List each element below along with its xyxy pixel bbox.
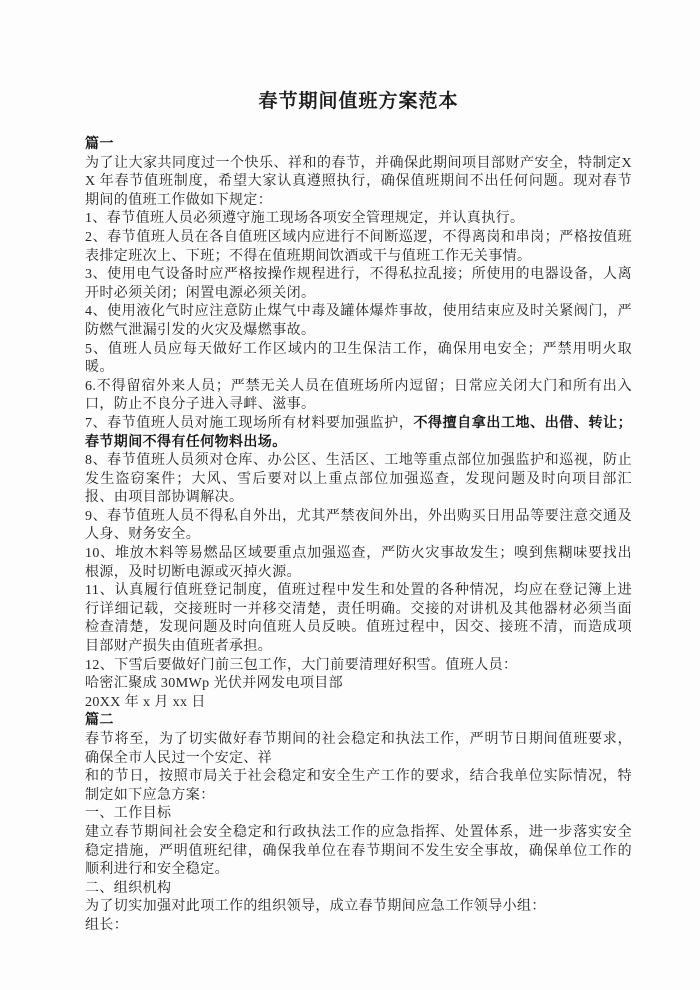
paragraph bbox=[85, 155, 632, 211]
text-run: 8、春节值班人员须对仓库、办公区、生活区、工地等重点部位加强监护和巡视，防止发生盗窃案件；大风、雪后要对以上重点部位加强巡查，发现问题及时向项目部汇报、由项目部协调解决。 bbox=[85, 453, 632, 506]
paragraph bbox=[85, 917, 632, 936]
text-run: 二、组织机构 bbox=[85, 880, 172, 896]
text-run: 7、春节值班人员对施工现场所有材料要加强监护， bbox=[85, 415, 414, 431]
text-run: 1、春节值班人员必须遵守施工现场各项安全管理规定，并认真执行。 bbox=[85, 211, 525, 227]
paragraph bbox=[85, 341, 632, 378]
paragraph bbox=[85, 657, 632, 676]
paragraph bbox=[85, 415, 632, 452]
paragraph bbox=[85, 545, 632, 582]
text-run: 5、值班人员应每天做好工作区域内的卫生保洁工作，确保用电安全；严禁用明火取暖。 bbox=[85, 341, 632, 376]
paragraph bbox=[85, 880, 632, 899]
paragraph bbox=[85, 136, 632, 155]
text-run: 组长： bbox=[85, 917, 129, 933]
paragraph bbox=[85, 266, 632, 303]
document-title: 春节期间值班方案范本 bbox=[258, 91, 459, 112]
paragraph bbox=[85, 303, 632, 340]
paragraph bbox=[85, 712, 632, 731]
text-run: 3、使用电气设备时应严格按操作规程进行，不得私拉乱接；所使用的电器设备，人离开时必须关闭；闲置电源必须关闭。 bbox=[85, 267, 632, 301]
paragraph bbox=[85, 898, 632, 917]
text-run: 一、工作目标 bbox=[85, 806, 172, 822]
bold-text-run: 不得擅自拿出工地、出借、转让；春节期间不得有任何物料出场。 bbox=[85, 415, 633, 450]
text-run: 12、下雪后要做好门前三包工作，大门前要清理好积雪。值班人员： bbox=[85, 657, 518, 673]
paragraph bbox=[85, 582, 632, 656]
paragraph bbox=[85, 508, 632, 545]
paragraph bbox=[85, 731, 632, 768]
text-run: 20XX 年 x 月 xx 日 bbox=[85, 694, 206, 710]
text-run: 哈密汇聚成 30MWp 光伏并网发电项目部 bbox=[85, 676, 344, 692]
document-body bbox=[85, 136, 632, 936]
paragraph bbox=[85, 768, 632, 805]
text-run: 4、使用液化气时应注意防止煤气中毒及罐体爆炸事故，使用结束应及时关紧阀门，严防燃气泄漏引发的火灾及爆燃事故。 bbox=[85, 304, 632, 338]
paragraph bbox=[85, 210, 632, 229]
paragraph bbox=[85, 805, 632, 824]
text-run: 为了让大家共同度过一个快乐、祥和的春节，并确保此期间项目部财产安全，特制定XX 年春节值班制度，希望大家认真遵照执行，确保值班期间不出任何问题。现对春节期间的值班工作做如下规定： bbox=[85, 155, 632, 208]
paragraph bbox=[85, 452, 632, 508]
text-run: 和的节日，按照市局关于社会稳定和安全生产工作的要求，结合我单位实际情况，特制定如下应急方案： bbox=[85, 769, 632, 803]
paragraph bbox=[85, 229, 632, 266]
paragraph bbox=[85, 378, 632, 415]
text-run: 为了切实加强对此项工作的组织领导，成立春节期间应急工作领导小组： bbox=[85, 899, 546, 915]
paragraph bbox=[85, 824, 632, 880]
bold-text-run: 篇一 bbox=[85, 137, 114, 152]
text-run: 建立春节期间社会安全稳定和行政执法工作的应急指挥、处置体系，进一步落实安全稳定措施，严明值班纪律，确保我单位在春节期间不发生安全事故，确保单位工作的顺利进行和安全稳定。 bbox=[85, 824, 632, 878]
text-run: 10、堆放木料等易燃品区域要重点加强巡查，严防火灾事故发生；嗅到焦糊味要找出根源，及时切断电源或灭掉火源。 bbox=[85, 546, 632, 580]
text-run: 6.不得留宿外来人员；严禁无关人员在值班场所内逗留；日常应关闭大门和所有出入口，防止不良分子进入寻衅、滋事。 bbox=[85, 378, 632, 413]
text-run: 春节将至，为了切实做好春节期间的社会稳定和执法工作，严明节日期间值班要求，确保全市人民过一个安定、祥 bbox=[85, 732, 632, 766]
paragraph bbox=[85, 675, 632, 694]
paragraph bbox=[85, 694, 632, 713]
text-run: 2、春节值班人员在各自值班区域内应进行不间断巡逻，不得离岗和串岗；严格按值班表排定班次上、下班；不得在值班期间饮酒或干与值班工作无关事情。 bbox=[85, 229, 632, 264]
bold-text-run: 篇二 bbox=[85, 713, 114, 729]
text-run: 9、春节值班人员不得私自外出，尤其严禁夜间外出，外出购买日用品等要注意交通及人身、财务安全。 bbox=[85, 508, 632, 543]
text-run: 11、认真履行值班登记制度，值班过程中发生和处置的各种情况，均应在登记簿上进行详细记载，交接班时一并移交清楚，责任明确。交接的对讲机及其他器材必须当面检查清楚，发现问题及时向值班人员反映。值班过程中，因交、接班不清，而造成项目部财产损失由值班者承担。 bbox=[85, 583, 632, 655]
